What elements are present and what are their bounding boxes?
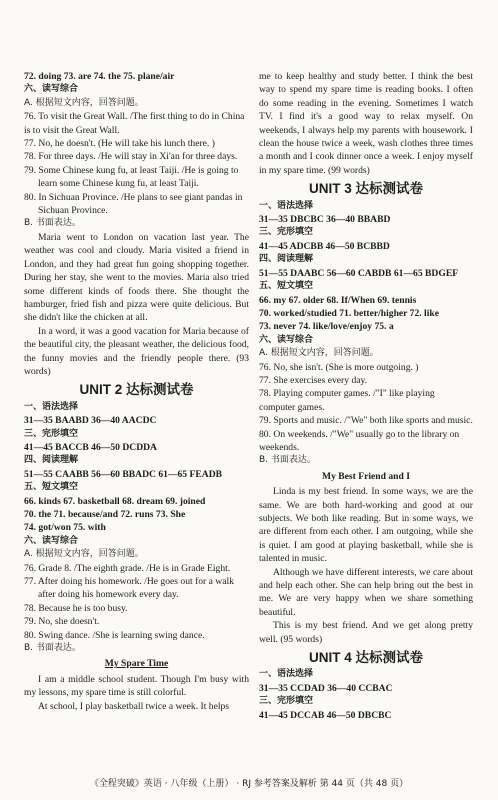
section-subheading: B. 书面表达。 [24, 643, 81, 654]
section-heading: 一、语法选择 [259, 200, 314, 211]
answer-line: 41—45 ADCBB 46—50 BCBBD [259, 240, 390, 252]
section-heading: 六、读写综合 [259, 334, 314, 345]
answer-line: 41—45 BACCB 46—50 DCDDA [24, 441, 157, 453]
answer-line: 66. my 67. older 68. If/When 69. tennis [259, 294, 417, 306]
answer-line: learn some Chinese kung fu, at least Taiji. [38, 178, 199, 190]
answer-line: 31—35 DBCBC 36—40 BBABD [259, 214, 391, 226]
essay-title: My Best Friend and I [322, 470, 410, 482]
essay-paragraph: Linda is my best friend. In some ways, we are the same. We are both hard-working and good at our subjects. We both like reading. But in some ways, we are different from each other. I am outgoing, while she is quiet. I am good at playing basketball, while she is talented in music. [259, 486, 473, 565]
answer-line: 80. In Sichuan Province. /He plans to see giant pandas in [24, 191, 243, 203]
answer-line: 74. got/won 75. with [24, 522, 106, 534]
answer-line: is to visit the Great Wall. [24, 124, 120, 136]
answer-line: 80. On weekends. /"We" usually go to the library on weekends. [259, 428, 460, 453]
section-heading: 一、语法选择 [24, 401, 79, 412]
answer-line: 79. Some Chinese kung fu, at least Taiji. /He is going to [24, 164, 239, 176]
section-subheading: A. 根据短文内容，回答问题。 [24, 97, 144, 108]
section-subheading: A. 根据短文内容，回答问题。 [259, 348, 379, 359]
page-footer: 《全程突破》英语 · 八年级（上册） · RJ 参考答案及解析 第 44 页（共 48 页） [89, 779, 409, 789]
answer-line: 78. Because he is too busy. [24, 602, 128, 614]
section-heading: 四、阅读理解 [259, 254, 314, 265]
section-heading: 六、读写综合 [24, 535, 79, 546]
essay-paragraph: At school, I play basketball twice a week. It helps [38, 700, 230, 712]
answer-line: 77. She exercises every day. [259, 374, 368, 386]
answer-line: 66. kinds 67. basketball 68. dream 69. joined [24, 495, 206, 507]
answer-line: 31—35 BAABD 36—40 AACDC [24, 415, 157, 427]
answer-line: 78. For three days. /He will stay in Xi'an for three days. [24, 151, 238, 163]
section-subheading: B. 书面表达。 [259, 455, 316, 466]
answer-line: 78. Playing computer games. /"I" like playing computer games. [259, 388, 435, 413]
section-heading: 五、短文填空 [259, 281, 314, 292]
answer-line: 70. worked/studied 71. better/higher 72. like [259, 307, 439, 319]
unit-2-title: UNIT 2 达标测试卷 [79, 382, 194, 398]
essay-paragraph: This is my best friend. And we get along pretty well. (95 words) [259, 620, 473, 645]
answer-line: 77. No, he doesn't. (He will take his lunch there. ) [24, 138, 215, 150]
answer-line: 51—55 CAABB 56—60 BBADC 61—65 FEADB [24, 468, 223, 480]
section-heading: 三、完形填空 [24, 428, 79, 439]
unit-3-title: UNIT 3 达标测试卷 [308, 181, 423, 197]
answer-line: Sichuan Province. [38, 205, 108, 217]
answer-line: 80. Swing dance. /She is learning swing dance. [24, 629, 205, 641]
essay-paragraph: me to keep healthy and study better. I think the best way to spend my spare time is reading books. I often do some reading in the evening. Sometimes I watch TV. I find it's a good way to relax myself. On weekends, I always help my parents with housework. I clean the house twice a week, wash clothes three times a month and I cook dinner once a week. I enjoy myself in my spare time. (99 words) [259, 71, 473, 176]
answer-line: 51—55 DAABC 56—60 CABDB 61—65 BDGEF [259, 267, 459, 279]
section-heading: 三、完形填空 [259, 696, 314, 707]
section-heading: 三、完形填空 [259, 227, 314, 238]
essay-paragraph: Although we have different interests, we care about and help each other. She can help bring out the best in me. We are very happy when we share something beautiful. [259, 566, 473, 618]
section-subheading: A. 根据短文内容，回答问题。 [24, 549, 144, 560]
answer-line: 31—35 CCDAD 36—40 CCBAC [259, 682, 393, 694]
answer-line: 79. No, she doesn't. [24, 616, 100, 628]
answer-line: after doing his homework every day. [38, 589, 179, 601]
section-heading: 六、读写综合 [24, 84, 79, 95]
answer-line: 76. To visit the Great Wall. /The first thing to do in China [24, 111, 245, 123]
right-column [259, 70, 473, 722]
answer-line: 79. Sports and music. /"We" both like sports and music. [259, 415, 473, 427]
essay-paragraph: I am a middle school student. Though I'm busy with my lessons, my spare time is still colorful. [24, 673, 249, 699]
unit-4-title: UNIT 4 达标测试卷 [308, 650, 423, 666]
answer-line: 70. the 71. because/and 72. runs 73. She [24, 509, 186, 520]
section-subheading: B. 书面表达。 [24, 218, 81, 229]
section-heading: 四、阅读理解 [24, 455, 79, 466]
essay-title: My Spare Time [104, 658, 169, 670]
answer-line: 73. never 74. like/love/enjoy 75. a [259, 321, 394, 333]
left-column [24, 70, 249, 713]
answer-line: 41—45 DCCAB 46—50 DBCBC [259, 709, 392, 721]
answer-line: 72. doing 73. are 74. the 75. plane/air [24, 71, 175, 82]
essay-paragraph: In a word, it was a good vacation for Maria because of the beautiful city, the pleasant weather, the delicious food, the funny movies and the friendly people there. (93 words) [24, 325, 249, 377]
answer-line: 77. After doing his homework. /He goes out for a walk [24, 576, 234, 588]
section-heading: 五、短文填空 [24, 482, 79, 493]
essay-paragraph: Maria went to London on vacation last year. The weather was cool and cloudy. Maria visited a friend in London, and they had great fun going shopping together. During her stay, she went to the movies. Maria also tried some different kinds of foods there. She thought the hamburger, fried fish and pizza were quite delicious. But she didn't like the chicken at all. [24, 231, 249, 324]
answer-line: 76. No, she isn't. (She is more outgoing. ) [259, 361, 419, 373]
section-heading: 一、语法选择 [259, 669, 314, 680]
answer-line: 76. Grade 8. /The eighth grade. /He is in Grade Eight. [24, 562, 231, 574]
